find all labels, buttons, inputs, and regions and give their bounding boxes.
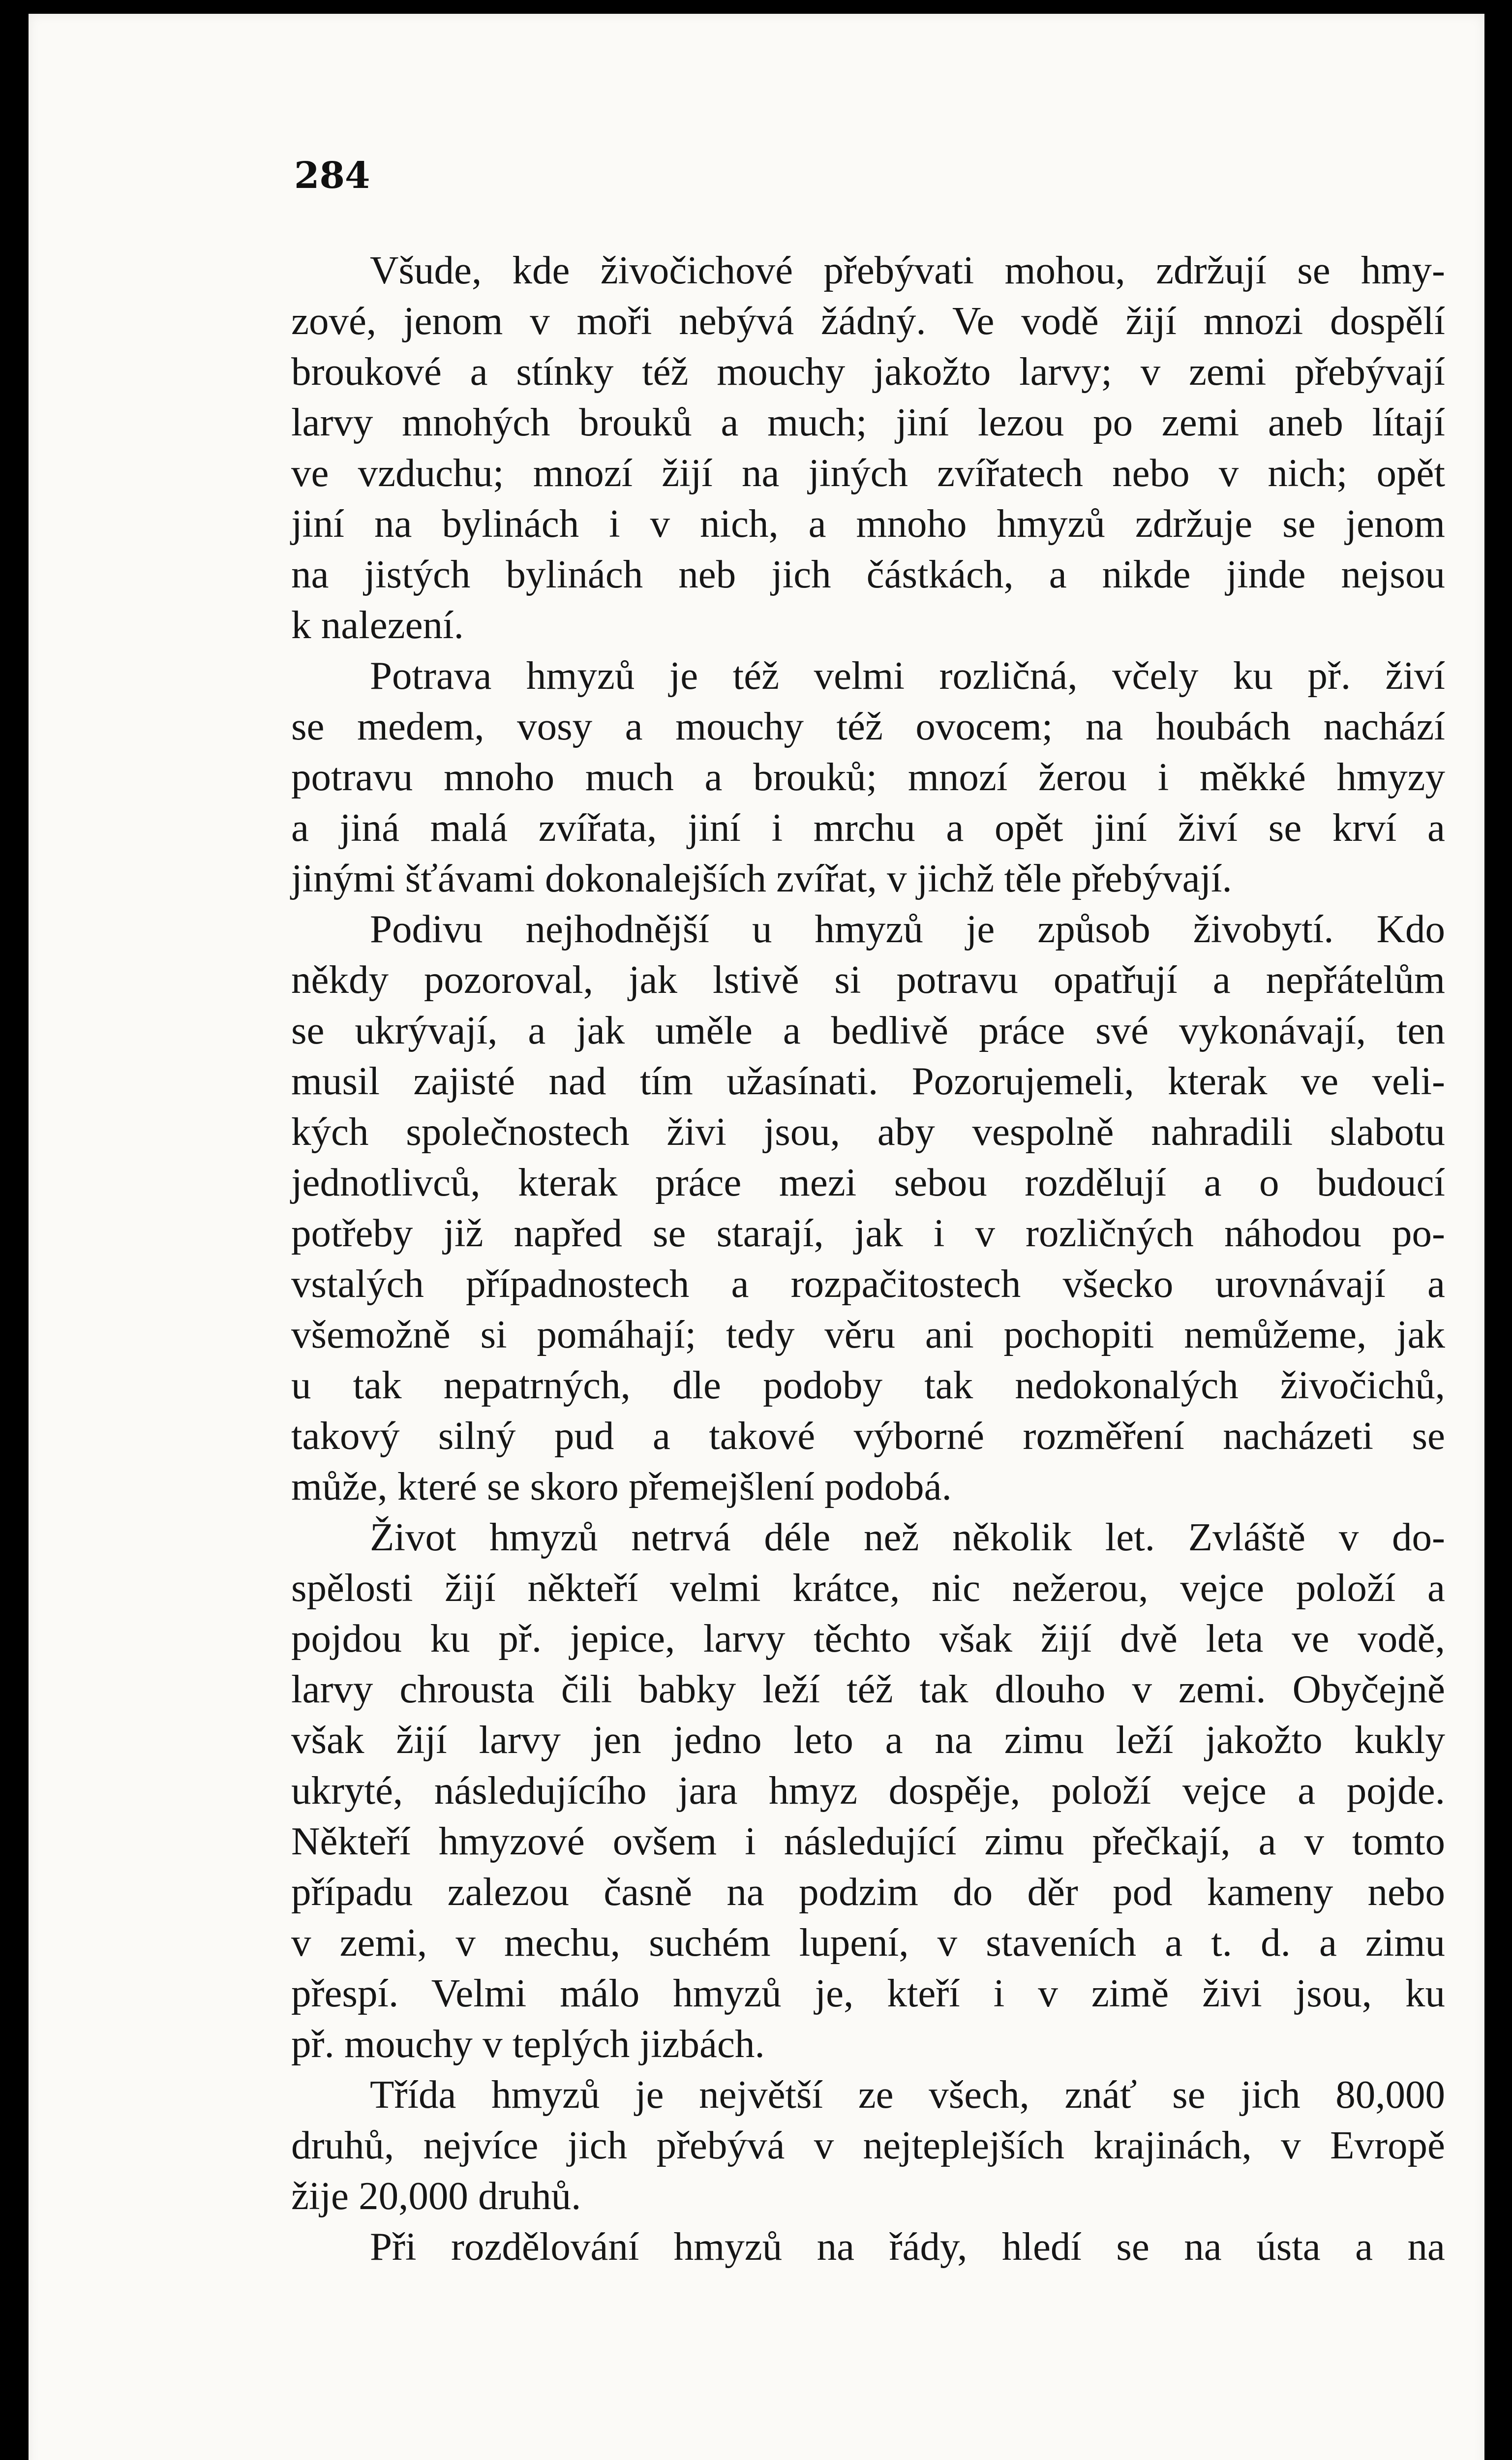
- text-line: kých společnostech živi jsou, aby vespolně nahradili slabotu: [291, 1109, 1445, 1154]
- text-line: ve vzduchu; mnozí žijí na jiných zvířatech nebo v nich; opět: [291, 451, 1445, 495]
- paragraph-classification: [291, 2221, 1445, 2272]
- text-line: přespí. Velmi málo hmyzů je, kteří i v zimě živi jsou, ku: [291, 1971, 1445, 2015]
- text-line: a jiná malá zvířata, jiní i mrchu a opět jiní živí se krví a: [291, 805, 1445, 850]
- paragraph-habitat: [291, 245, 1445, 650]
- text-line: larvy chrousta čili babky leží též tak dlouho v zemi. Obyčejně: [291, 1667, 1445, 1711]
- text-line: ukryté, následujícího jara hmyz dospěje, položí vejce a pojde.: [291, 1768, 1445, 1813]
- text-line: potřeby již napřed se starají, jak i v rozličných náhodou po-: [291, 1211, 1445, 1255]
- paragraph-food: [291, 650, 1445, 904]
- text-line: Třída hmyzů je největší ze všech, znáť se jich 80,000: [370, 2072, 1445, 2117]
- text-line: musil zajisté nad tím užasínati. Pozorujemeli, kterak ve veli-: [291, 1059, 1445, 1103]
- text-line: někdy pozoroval, jak lstivě si potravu opatřují a nepřátelům: [291, 957, 1445, 1002]
- text-line: v zemi, v mechu, suchém lupení, v staveních a t. d. a zimu: [291, 1920, 1445, 1965]
- text-line: Potrava hmyzů je též velmi rozličná, včely ku př. živí: [370, 653, 1445, 698]
- text-line: broukové a stínky též mouchy jakožto larvy; v zemi přebývají: [291, 349, 1445, 394]
- text-line: Při rozdělování hmyzů na řády, hledí se na ústa a na: [370, 2224, 1445, 2269]
- text-line: pojdou ku př. jepice, larvy těchto však žijí dvě leta ve vodě,: [291, 1616, 1445, 1660]
- text-line: Život hmyzů netrvá déle než několik let. Zvláště v do-: [370, 1515, 1445, 1559]
- text-line: zové, jenom v moři nebývá žádný. Ve vodě žijí mnozi dospělí: [291, 299, 1445, 343]
- text-line: potravu mnoho much a brouků; mnozí žerou i měkké hmyzy: [291, 755, 1445, 799]
- text-line: př. mouchy v teplých jizbách.: [291, 2022, 765, 2066]
- text-line: Všude, kde živočichové přebývati mohou, zdržují se hmy-: [370, 248, 1445, 292]
- text-line: jednotlivců, kterak práce mezi sebou rozdělují a o budoucí: [291, 1160, 1445, 1204]
- text-line: na jistých bylinách neb jich částkách, a nikde jinde nejsou: [291, 552, 1445, 596]
- text-line: žije 20,000 druhů.: [291, 2174, 581, 2218]
- text-line: jinými šťávami dokonalejších zvířat, v jichž těle přebývají.: [291, 856, 1232, 900]
- page-number: 284: [294, 154, 370, 197]
- text-line: u tak nepatrných, dle podoby tak nedokonalých živočichů,: [291, 1363, 1445, 1407]
- text-line: vstalých případnostech a rozpačitostech všecko urovnávají a: [291, 1261, 1445, 1306]
- paragraph-way-of-life: [291, 904, 1445, 1512]
- text-line: Podivu nejhodnější u hmyzů je způsob živobytí. Kdo: [370, 907, 1445, 951]
- text-line: však žijí larvy jen jedno leto a na zimu leží jakožto kukly: [291, 1718, 1445, 1762]
- text-line: Někteří hmyzové ovšem i následující zimu přečkají, a v tomto: [291, 1819, 1445, 1863]
- book-page: [29, 14, 1484, 2460]
- text-line: takový silný pud a takové výborné rozměření nacházeti se: [291, 1414, 1445, 1458]
- text-line: druhů, nejvíce jich přebývá v nejteplejších krajinách, v Evropě: [291, 2123, 1445, 2167]
- text-line: larvy mnohých brouků a much; jiní lezou po zemi aneb lítají: [291, 400, 1445, 444]
- text-line: případu zalezou časně na podzim do děr pod kameny nebo: [291, 1870, 1445, 1914]
- text-line: spělosti žijí někteří velmi krátce, nic nežerou, vejce položí a: [291, 1566, 1445, 1610]
- text-line: k nalezení.: [291, 603, 464, 647]
- text-line: se medem, vosy a mouchy též ovocem; na houbách nachází: [291, 704, 1445, 748]
- text-line: jiní na bylinách i v nich, a mnoho hmyzů zdržuje se jenom: [291, 501, 1445, 546]
- paragraph-class-size: [291, 2069, 1445, 2221]
- page-text: [291, 245, 1445, 2272]
- paragraph-lifespan: [291, 1512, 1445, 2069]
- text-line: se ukrývají, a jak uměle a bedlivě práce své vykonávají, ten: [291, 1008, 1445, 1052]
- text-line: může, které se skoro přemejšlení podobá.: [291, 1464, 952, 1508]
- text-line: všemožně si pomáhají; tedy věru ani pochopiti nemůžeme, jak: [291, 1312, 1445, 1356]
